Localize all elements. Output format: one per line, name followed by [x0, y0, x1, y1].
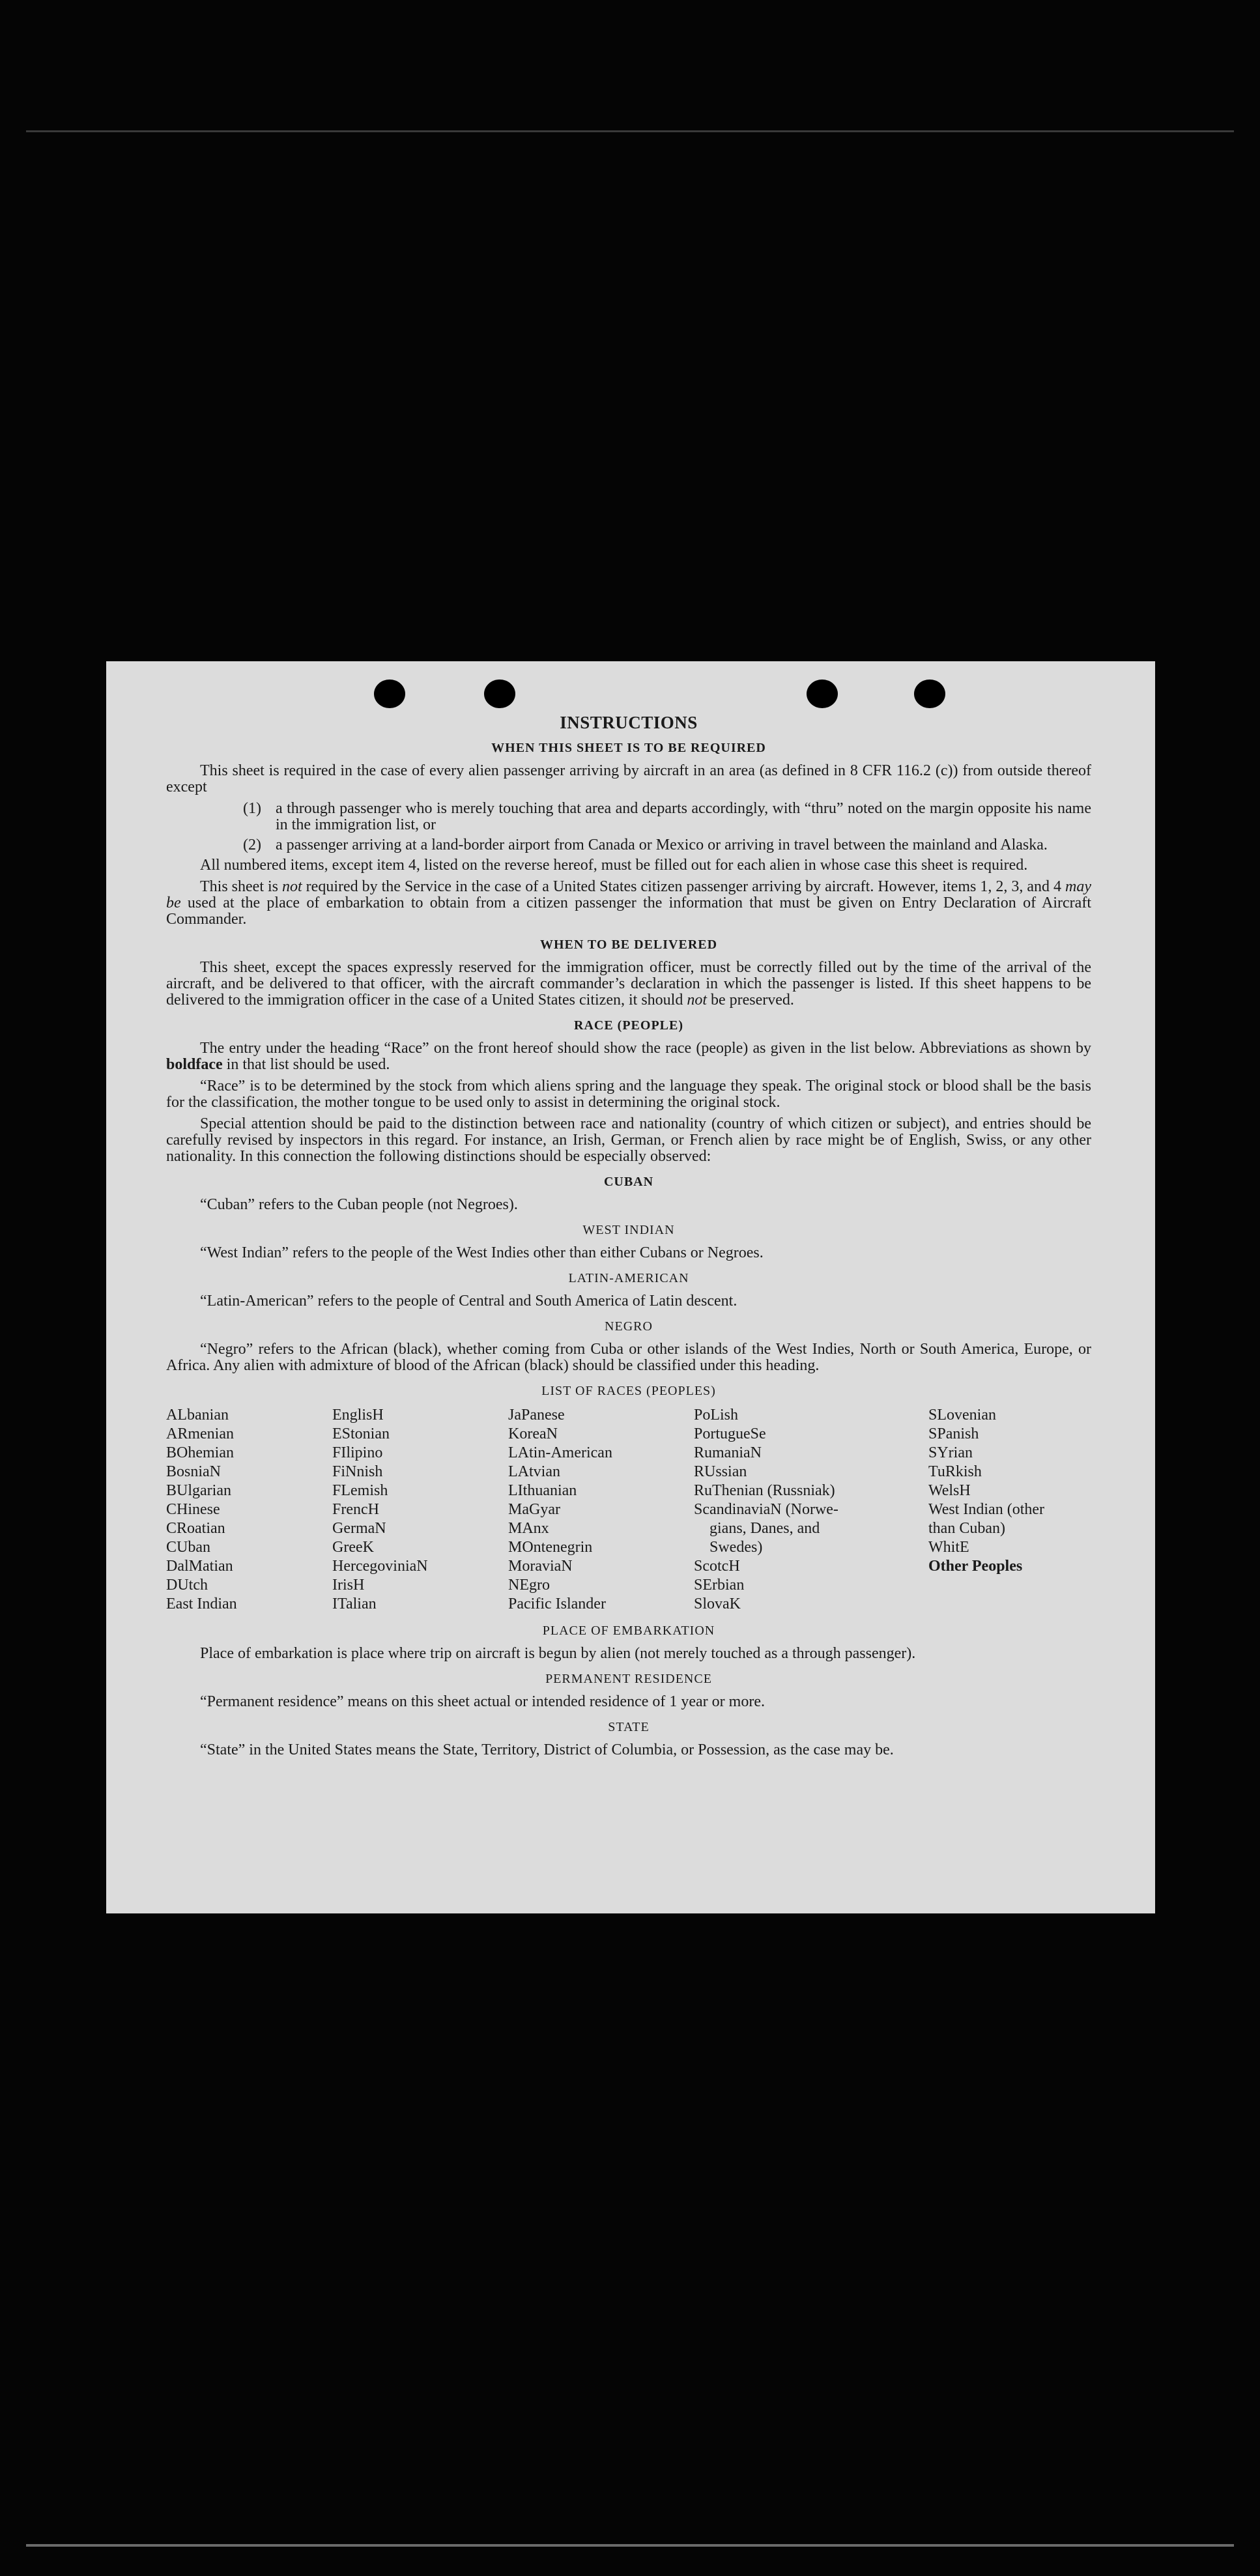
list-text: a passenger arriving at a land-border airport from Canada or Mexico or arriving in travel between the mainland and Alaska.	[276, 837, 1048, 853]
race-entry: RumaniaN	[694, 1444, 762, 1461]
paragraph: “Race” is to be determined by the stock from which aliens spring and the language they speak. The original stock or blood shall be the basis for the classification, the mother tongue to be used only to assist in determining the original stock.	[166, 1078, 1091, 1111]
race-entry: SlovaK	[694, 1596, 741, 1612]
race-entry: GreeK	[332, 1539, 374, 1556]
race-entry: ScotcH	[694, 1558, 740, 1575]
race-entry: East Indian	[166, 1596, 237, 1612]
paragraph: Special attention should be paid to the distinction between race and nationality (country of which citizen or subject), and entries should be carefully revised by inspectors in this regard. For instance, an Irish, German, or French alien by race might be of English, Swiss, or any other nationality. In this connection the following distinctions should be especially observed:	[166, 1115, 1091, 1165]
punch-hole-icon	[914, 680, 945, 708]
races-column	[166, 1406, 332, 1614]
paragraph: Place of embarkation is place where trip on aircraft is begun by alien (not merely touched as a through passenger).	[200, 1645, 916, 1662]
races-column	[508, 1406, 694, 1614]
text-run: used at the place of embarkation to obtain from a citizen passenger the information that must be given on Entry Declaration of Aircraft Commander.	[166, 894, 1091, 928]
race-entry: RUssian	[694, 1463, 747, 1480]
race-entry: SLovenian	[928, 1407, 996, 1424]
race-entry: RuThenian (Russniak)	[694, 1482, 835, 1499]
race-entry: MoraviaN	[508, 1558, 573, 1575]
race-entry: DalMatian	[166, 1558, 233, 1575]
race-entry: BUlgarian	[166, 1482, 231, 1499]
race-entry: CRoatian	[166, 1520, 225, 1537]
list-number: (2)	[243, 837, 261, 853]
text-run: required by the Service in the case of a United States citizen passenger arriving by aircraft. However, items 1, 2, 3, and 4	[302, 878, 1066, 895]
section-heading-state: STATE	[608, 1720, 650, 1734]
race-entry: IrisH	[332, 1577, 365, 1594]
races-column	[332, 1406, 508, 1614]
section-heading-when-delivered: WHEN TO BE DELIVERED	[539, 937, 718, 952]
race-entry: gians, Danes, and	[709, 1520, 820, 1537]
race-entry: ITalian	[332, 1596, 377, 1612]
section-heading-place-of-embarkation: PLACE OF EMBARKATION	[542, 1624, 715, 1638]
punch-hole-icon	[374, 680, 405, 708]
paragraph	[166, 879, 1091, 928]
race-entry: PoLish	[694, 1407, 739, 1424]
race-entry: LAtvian	[508, 1463, 560, 1480]
page-title: INSTRUCTIONS	[560, 713, 698, 732]
race-entry: FLemish	[332, 1482, 388, 1499]
race-entry: PortugueSe	[694, 1425, 766, 1442]
section-heading-when-required: WHEN THIS SHEET IS TO BE REQUIRED	[491, 741, 766, 755]
paragraph: “West Indian” refers to the people of the West Indies other than either Cubans or Negroes.	[200, 1244, 764, 1261]
scan-edge-bottom	[26, 2544, 1234, 2547]
race-entry: CUban	[166, 1539, 210, 1556]
text-run: This sheet is	[200, 878, 282, 895]
document-body	[166, 707, 1091, 1764]
race-entry: MAnx	[508, 1520, 549, 1537]
race-entry: GermaN	[332, 1520, 386, 1537]
text-run: The entry under the heading “Race” on the front hereof should show the race (people) as given in the list below. Abbreviations as shown by	[200, 1040, 1091, 1057]
section-heading-negro: NEGRO	[605, 1319, 653, 1334]
race-entry: EStonian	[332, 1425, 390, 1442]
race-entry: LAtin-American	[508, 1444, 612, 1461]
race-entry: CHinese	[166, 1501, 220, 1518]
section-heading-list-of-races: LIST OF RACES (PEOPLES)	[541, 1384, 716, 1398]
section-heading-race: RACE (PEOPLE)	[574, 1018, 683, 1033]
race-entry: ARmenian	[166, 1425, 234, 1442]
race-entry: EnglisH	[332, 1407, 384, 1424]
paragraph: “State” in the United States means the State, Territory, District of Columbia, or Possession, as the case may be.	[200, 1741, 894, 1758]
paragraph: “Latin-American” refers to the people of Central and South America of Latin descent.	[200, 1293, 737, 1309]
race-entry: DUtch	[166, 1577, 208, 1594]
race-entry: than Cuban)	[928, 1520, 1005, 1537]
race-entry: MaGyar	[508, 1501, 560, 1518]
text-run: in that list should be used.	[222, 1056, 390, 1073]
text-run: be preserved.	[707, 992, 794, 1009]
punch-hole-icon	[807, 680, 838, 708]
race-entry: West Indian (other	[928, 1501, 1045, 1518]
list-item	[243, 801, 1091, 833]
race-entry: TuRkish	[928, 1463, 982, 1480]
punch-hole-icon	[484, 680, 515, 708]
section-heading-latin-american: LATIN-AMERICAN	[568, 1271, 689, 1285]
race-entry: FIlipino	[332, 1444, 383, 1461]
list-number: (1)	[243, 800, 261, 817]
text-run: This sheet, except the spaces expressly reserved for the immigration officer, must be correctly filled out by the time of the arrival of the aircraft, and be delivered to that officer, with the aircraft commander’s declaration in which the passenger is listed. If this sheet happens to be delivered to the immigration officer in the case of a United States citizen, it should	[166, 959, 1091, 1009]
race-entry: ScandinaviaN (Norwe-	[694, 1501, 838, 1518]
race-entry: SErbian	[694, 1577, 745, 1594]
race-entry: SPanish	[928, 1425, 979, 1442]
paragraph: “Negro” refers to the African (black), whether coming from Cuba or other islands of the West Indies, North or South America, Europe, or Africa. Any alien with admixture of blood of the African (black) should be classified under this heading.	[166, 1341, 1091, 1374]
race-entry: Pacific Islander	[508, 1596, 606, 1612]
section-heading-west-indian: WEST INDIAN	[582, 1223, 675, 1237]
race-entry: LIthuanian	[508, 1482, 577, 1499]
paragraph: “Permanent residence” means on this sheet actual or intended residence of 1 year or more.	[200, 1693, 765, 1710]
race-entry: SYrian	[928, 1444, 973, 1461]
paragraph: “Cuban” refers to the Cuban people (not Negroes).	[200, 1196, 518, 1213]
race-entry: ALbanian	[166, 1407, 229, 1424]
race-entry: NEgro	[508, 1577, 550, 1594]
race-entry: FiNnish	[332, 1463, 383, 1480]
races-column	[928, 1406, 1091, 1614]
list-text: a through passenger who is merely touching that area and departs accordingly, with “thru” noted on the margin opposite his name in the immigration list, or	[276, 800, 1091, 833]
paragraph	[166, 1040, 1091, 1073]
bold-text: boldface	[166, 1056, 223, 1073]
emphasis: not	[687, 992, 707, 1009]
race-entry: Swedes)	[709, 1539, 763, 1556]
paragraph	[166, 960, 1091, 1009]
race-entry: WelsH	[928, 1482, 971, 1499]
emphasis: not	[282, 878, 302, 895]
paragraph: This sheet is required in the case of every alien passenger arriving by aircraft in an area (as defined in 8 CFR 116.2 (c)) from outside thereof except	[166, 762, 1091, 795]
race-entry: BOhemian	[166, 1444, 234, 1461]
races-list	[166, 1406, 1091, 1614]
races-column	[694, 1406, 928, 1614]
race-entry: BosniaN	[166, 1463, 221, 1480]
list-item	[243, 837, 1091, 853]
race-entry: WhitE	[928, 1539, 969, 1556]
paragraph: All numbered items, except item 4, listed on the reverse hereof, must be filled out for each alien in whose case this sheet is required.	[200, 857, 1028, 874]
emphasis: may be	[166, 878, 1091, 911]
race-entry: Other Peoples	[928, 1558, 1023, 1575]
section-heading-permanent-residence: PERMANENT RESIDENCE	[545, 1672, 712, 1686]
scan-edge-top	[26, 130, 1234, 132]
race-entry: FrencH	[332, 1501, 379, 1518]
race-entry: HercegoviniaN	[332, 1558, 428, 1575]
instruction-sheet	[106, 661, 1155, 1913]
section-heading-cuban: CUBAN	[603, 1175, 654, 1189]
race-entry: KoreaN	[508, 1425, 558, 1442]
race-entry: MOntenegrin	[508, 1539, 593, 1556]
race-entry: JaPanese	[508, 1407, 565, 1424]
